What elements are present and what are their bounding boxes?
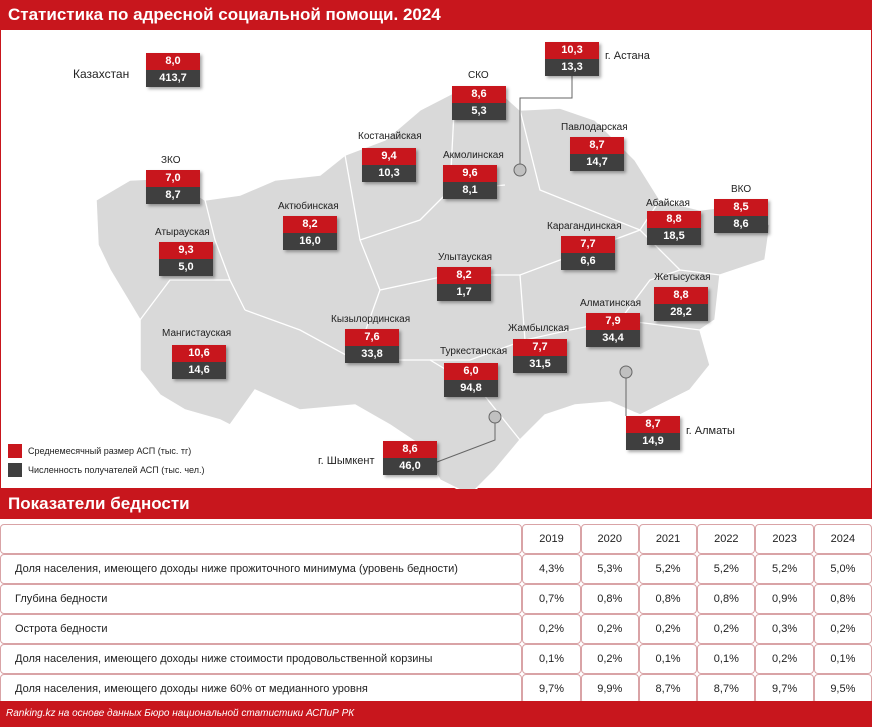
- indicator-value: 4,3%: [522, 554, 580, 584]
- legend-count-label: Численность получателей АСП (тыс. чел.): [28, 465, 205, 475]
- asp-count-value: 8,1: [443, 182, 497, 199]
- year-header: 2021: [639, 524, 697, 554]
- asp-size-value: 8,2: [283, 216, 337, 233]
- indicator-value: 0,8%: [639, 584, 697, 614]
- asp-count-value: 14,7: [570, 154, 624, 171]
- asp-size-value: 10,3: [545, 42, 599, 59]
- region-label-zhambyl: Жамбылская: [508, 323, 569, 334]
- indicator-value: 8,7%: [697, 674, 755, 704]
- table-row: [0, 644, 872, 674]
- asp-count-value: 5,0: [159, 259, 213, 276]
- indicator-value: 0,7%: [522, 584, 580, 614]
- region-values-kyzylorda: [345, 329, 399, 363]
- region-label-abai: Абайская: [646, 198, 690, 209]
- asp-size-value: 8,7: [570, 137, 624, 154]
- indicator-value: 9,7%: [755, 674, 813, 704]
- region-label-kostanay: Костанайская: [358, 131, 422, 142]
- asp-size-value: 8,2: [437, 267, 491, 284]
- indicator-value: 0,9%: [755, 584, 813, 614]
- shymkent-marker: [489, 411, 501, 423]
- asp-count-value: 13,3: [545, 59, 599, 76]
- region-values-zko: [146, 170, 200, 204]
- asp-count-value: 46,0: [383, 458, 437, 475]
- region-label-atyrau: Атырауская: [155, 227, 210, 238]
- indicator-value: 0,2%: [581, 614, 639, 644]
- asp-size-value: 8,0: [146, 53, 200, 70]
- year-header: 2020: [581, 524, 639, 554]
- region-values-kazakhstan: [146, 53, 200, 87]
- region-values-abai: [647, 211, 701, 245]
- indicator-value: 9,9%: [581, 674, 639, 704]
- indicator-name: Доля населения, имеющего доходы ниже прожиточного минимума (уровень бедности): [0, 554, 522, 584]
- indicator-name: Острота бедности: [0, 614, 522, 644]
- region-label-zko: ЗКО: [161, 155, 181, 166]
- asp-size-value: 7,7: [561, 236, 615, 253]
- indicator-value: 0,8%: [697, 584, 755, 614]
- region-label-vko: ВКО: [731, 184, 752, 195]
- legend-size: [8, 444, 191, 458]
- region-values-almaty-obl: [586, 313, 640, 347]
- asp-count-value: 413,7: [146, 70, 200, 87]
- indicator-value: 0,2%: [755, 644, 813, 674]
- asp-count-value: 16,0: [283, 233, 337, 250]
- year-header: 2019: [522, 524, 580, 554]
- indicator-value: 5,3%: [581, 554, 639, 584]
- region-values-vko: [714, 199, 768, 233]
- astana-marker: [514, 164, 526, 176]
- indicator-value: 0,8%: [814, 584, 872, 614]
- table-header-row: [0, 524, 872, 554]
- indicator-name: Доля населения, имеющего доходы ниже 60% от медианного уровня: [0, 674, 522, 704]
- asp-size-value: 9,4: [362, 148, 416, 165]
- indicator-value: 9,7%: [522, 674, 580, 704]
- region-values-karaganda: [561, 236, 615, 270]
- asp-size-value: 10,6: [172, 345, 226, 362]
- region-values-almaty-city: [626, 416, 680, 450]
- region-label-akmola: Акмолинская: [443, 150, 504, 161]
- asp-size-value: 9,3: [159, 242, 213, 259]
- region-values-sko: [452, 86, 506, 120]
- indicator-value: 5,2%: [755, 554, 813, 584]
- region-label-mangystau: Мангистауская: [162, 328, 232, 339]
- indicator-value: 0,2%: [814, 614, 872, 644]
- region-label-almaty-city: г. Алматы: [686, 425, 735, 437]
- year-header: 2024: [814, 524, 872, 554]
- indicator-value: 0,1%: [814, 644, 872, 674]
- poverty-table: [0, 524, 872, 704]
- asp-size-value: 7,7: [513, 339, 567, 356]
- asp-size-value: 6,0: [444, 363, 498, 380]
- asp-count-value: 1,7: [437, 284, 491, 301]
- asp-count-value: 8,6: [714, 216, 768, 233]
- asp-count-value: 31,5: [513, 356, 567, 373]
- region-values-akmola: [443, 165, 497, 199]
- region-label-pavlodar: Павлодарская: [561, 122, 628, 133]
- indicator-value: 5,0%: [814, 554, 872, 584]
- asp-count-value: 33,8: [345, 346, 399, 363]
- region-label-shymkent: г. Шымкент: [318, 455, 375, 467]
- indicator-value: 0,3%: [755, 614, 813, 644]
- source-footer: Ranking.kz на основе данных Бюро национальной статистики АСПиР РК: [0, 701, 872, 727]
- poverty-section-title: Показатели бедности: [0, 489, 872, 519]
- indicator-value: 0,2%: [639, 614, 697, 644]
- asp-size-value: 7,9: [586, 313, 640, 330]
- year-header: 2022: [697, 524, 755, 554]
- indicator-name: Доля населения, имеющего доходы ниже стоимости продовольственной корзины: [0, 644, 522, 674]
- region-label-almaty-obl: Алматинская: [580, 298, 641, 309]
- almaty-marker: [620, 366, 632, 378]
- region-label-astana: г. Астана: [605, 50, 650, 62]
- kazakhstan-map: [0, 30, 872, 489]
- indicator-value: 0,1%: [522, 644, 580, 674]
- asp-count-value: 6,6: [561, 253, 615, 270]
- table-row: [0, 584, 872, 614]
- region-values-kostanay: [362, 148, 416, 182]
- asp-count-value: 5,3: [452, 103, 506, 120]
- region-values-turkestan: [444, 363, 498, 397]
- region-label-aktobe: Актюбинская: [278, 201, 339, 212]
- region-values-zhambyl: [513, 339, 567, 373]
- indicator-value: 0,1%: [639, 644, 697, 674]
- region-values-pavlodar: [570, 137, 624, 171]
- region-values-mangystau: [172, 345, 226, 379]
- asp-size-value: 8,8: [654, 287, 708, 304]
- indicator-value: 0,8%: [581, 584, 639, 614]
- asp-size-value: 8,6: [452, 86, 506, 103]
- table-row: [0, 554, 872, 584]
- legend-count: [8, 463, 205, 477]
- indicator-value: 0,1%: [697, 644, 755, 674]
- region-label-ulytau: Улытауская: [438, 252, 493, 263]
- region-values-ulytau: [437, 267, 491, 301]
- asp-count-value: 94,8: [444, 380, 498, 397]
- indicator-value: 8,7%: [639, 674, 697, 704]
- region-label-kazakhstan: Казахстан: [73, 67, 130, 81]
- indicator-value: 0,2%: [697, 614, 755, 644]
- region-values-zhetysu: [654, 287, 708, 321]
- region-values-atyrau: [159, 242, 213, 276]
- table-header-indicator: [0, 524, 522, 554]
- asp-count-value: 14,6: [172, 362, 226, 379]
- asp-count-value: 14,9: [626, 433, 680, 450]
- asp-count-value: 18,5: [647, 228, 701, 245]
- table-row: [0, 674, 872, 704]
- asp-count-value: 28,2: [654, 304, 708, 321]
- asp-size-value: 7,6: [345, 329, 399, 346]
- table-row: [0, 614, 872, 644]
- asp-size-value: 8,6: [383, 441, 437, 458]
- asp-count-value: 8,7: [146, 187, 200, 204]
- asp-size-value: 8,8: [647, 211, 701, 228]
- legend-count-swatch: [8, 463, 22, 477]
- indicator-value: 0,2%: [581, 644, 639, 674]
- indicator-value: 5,2%: [639, 554, 697, 584]
- indicator-value: 0,2%: [522, 614, 580, 644]
- indicator-value: 9,5%: [814, 674, 872, 704]
- asp-size-value: 7,0: [146, 170, 200, 187]
- region-label-karaganda: Карагандинская: [547, 221, 622, 232]
- indicator-name: Глубина бедности: [0, 584, 522, 614]
- asp-count-value: 10,3: [362, 165, 416, 182]
- legend-size-swatch: [8, 444, 22, 458]
- region-label-turkestan: Туркестанская: [440, 346, 508, 357]
- region-label-sko: СКО: [468, 70, 489, 81]
- region-values-shymkent: [383, 441, 437, 475]
- asp-size-value: 9,6: [443, 165, 497, 182]
- asp-size-value: 8,7: [626, 416, 680, 433]
- asp-size-value: 8,5: [714, 199, 768, 216]
- legend-size-label: Среднемесячный размер АСП (тыс. тг): [28, 446, 192, 456]
- asp-count-value: 34,4: [586, 330, 640, 347]
- region-values-astana: [545, 42, 599, 76]
- indicator-value: 5,2%: [697, 554, 755, 584]
- year-header: 2023: [755, 524, 813, 554]
- region-label-zhetysu: Жетысуская: [654, 272, 711, 283]
- region-values-aktobe: [283, 216, 337, 250]
- region-label-kyzylorda: Кызылординская: [331, 314, 411, 325]
- page-title: Статистика по адресной социальной помощи. 2024: [0, 0, 872, 30]
